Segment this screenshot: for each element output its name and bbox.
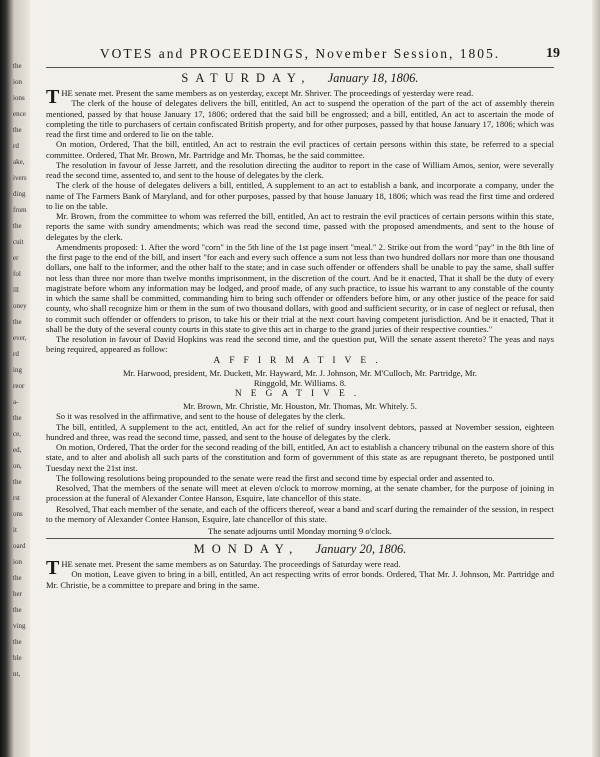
gutter-fragment: nt, — [13, 670, 21, 678]
gutter-fragment: ivers — [13, 174, 27, 182]
paragraph: Amendments proposed: 1. After the word "corn" in the 5th line of the 1st page insert "meal." 2. Strike out from the word "pay" in the 8th line of the first page to the end of the bill, and insert "for each and every such offence a sum not less than two hundred dollars nor more than one thousand dollars, one half to the informer, and the other half to the state; and in case such offender or offenders shall be unable to pay the same, shall suffer not less than three nor more than twelve months imprisonment, in the discretion of the court. And be it enacted, That it shall be the duty of every magistrate before whom any information may be lodged, and proof made, of any such practice, to issue his warrant to any constable of the county in which the same shall be committed, commanding him to bring such offender or offenders before him, or any other justice of the peace for said county, who shall recognize him or them in the sum of two thousand dollars, with good and sufficient security, or in case of neglect or refusal, then to commit such offender or offenders to prison, to take his or their trial at the next court having competent jurisdiction. And be it enacted, That it shall be the duty of the several county courts in this state to give this act in charge to the grand juries of their respective counties." — [46, 241, 554, 334]
gutter-fragment: ence — [13, 110, 26, 118]
head-rule — [46, 67, 554, 68]
gutter-fragment: rst — [13, 494, 20, 502]
paragraph: The clerk of the house of delegates delivers a bill, entitled, A supplement to an act to establish a bank, and incorporate a company, under the name of The Farmers Bank of Maryland, and for other purposes, passed by that house January 18, 1806; which was read the first time and ordered to lie on the table. — [46, 180, 554, 211]
affirmative-names-line: Mr. Harwood, president, Mr. Duckett, Mr. Hayward, Mr. J. Johnson, Mr. M'Culloch, Mr. Partridge, Mr. — [122, 367, 478, 378]
gutter-fragment: the — [13, 222, 22, 230]
gutter-fragment: on, — [13, 462, 22, 470]
paragraph: THE senate met. Present the same members as on Saturday. The proceedings of Saturday were read. — [46, 557, 401, 579]
gutter-fragment: ill — [13, 286, 19, 294]
saturday-proceedings — [46, 88, 554, 537]
affirmative-names — [46, 368, 554, 389]
saturday-heading — [46, 70, 554, 86]
saturday-day: SATURDAY, — [181, 71, 312, 85]
drop-cap: T — [46, 557, 60, 579]
gutter-fragment: a- — [13, 398, 19, 406]
monday-day: MONDAY, — [193, 542, 300, 556]
affirmative-names-line: Ringgold, Mr. Williams. 8. — [253, 377, 347, 388]
gutter-fragment: ions — [13, 94, 25, 102]
gutter-fragment: ble — [13, 654, 22, 662]
gutter-fragment: the — [13, 126, 22, 134]
gutter-fragment: rd — [13, 142, 19, 150]
saturday-date: January 18, 1806. — [327, 71, 419, 85]
paragraph: The resolution in favour of Jesse Jarrett, and the resolution directing the auditor to report in the case of William Amos, senior, were severally read the second time, assented to, and sent to the house of delegates by the clerk. — [46, 159, 554, 180]
gutter-fragment: her — [13, 590, 22, 598]
gutter-fragment: ding — [13, 190, 26, 198]
facing-page-gutter — [0, 0, 30, 757]
paragraph: The resolution in favour of David Hopkins was read the second time, and the question put, Will the senate assent thereto? The yeas and nays being required, appeared as follow: — [46, 334, 554, 355]
gutter-fragment: the — [13, 62, 22, 70]
paragraph: On motion, Ordered, That the order for the second reading of the bill, entitled, An act to establish a chancery tribunal on the eastern shore of this state, and to alter and abolish all such parts of the constitution and form of government of this state as are repugnant thereto, be postponed until Tuesday next the 21st inst. — [46, 442, 554, 473]
gutter-fragment: ce, — [13, 430, 21, 438]
section-rule — [46, 538, 554, 539]
gutter-fragment: rd — [13, 350, 19, 358]
paragraph: On motion, Leave given to bring in a bill, entitled, An act respecting writs of error bonds. Ordered, That Mr. J. Johnson, Mr. Partridge and Mr. Christie, be a committee to prepare and bring in the same. — [46, 569, 554, 590]
gutter-fragment: cuit — [13, 238, 24, 246]
gutter-fragment: ion — [13, 558, 22, 566]
gutter-fragment: ion — [13, 78, 22, 86]
gutter-fragment: the — [13, 638, 22, 646]
gutter-fragment: ons — [13, 510, 23, 518]
gutter-fragment: the — [13, 318, 22, 326]
page-edge-shadow — [592, 0, 600, 757]
gutter-fragment: ing — [13, 366, 22, 374]
gutter-fragment: oney — [13, 302, 27, 310]
adjournment-notice: The senate adjourns until Monday morning 9 o'clock. — [208, 526, 392, 536]
gutter-fragment: reor — [13, 382, 25, 390]
paragraph: The clerk of the house of delegates delivers the bill, entitled, An act to suspend the operation of the part of the act of assembly therein mentioned, passed by that house January 17, 1806; ordered that the said bill be engrossed; and a bill, entitled, An act to ascertain the mode of completing the title to purchasers of certain confiscated British property, and for other purposes, passed by that house January 17, 1806; which was read the first time and ordered to lie on the table. — [46, 98, 554, 139]
paragraph: Mr. Brown, from the committee to whom was referred the bill, entitled, An act to restrain the evil practices of certain persons within this state, reports the same with sundry amendments; which was read the second time, passed with the proposed amendments, and sent to the house of delegates by the clerk. — [46, 211, 554, 242]
gutter-fragment: the — [13, 606, 22, 614]
gutter-fragment: ake, — [13, 158, 25, 166]
gutter-fragment: oard — [13, 542, 26, 550]
gutter-fragment: ever, — [13, 334, 27, 342]
gutter-fragment: it — [13, 526, 17, 534]
gutter-fragment: the — [13, 478, 22, 486]
gutter-fragment: ving — [13, 622, 26, 630]
running-head-title: VOTES and PROCEEDINGS, November Session, 1805. — [99, 46, 501, 61]
paragraph: The bill, entitled, A supplement to the act, entitled, An act for the relief of sundry insolvent debtors, passed at November session, eighteen hundred and three, was read the second time, passed, and sent to the house of delegates by the clerk. — [46, 421, 554, 442]
page-number: 19 — [546, 46, 560, 61]
paragraph: On motion, Ordered, That the bill, entitled, An act to restrain the evil practices of certain persons within this state, be referred to a special committee. Ordered, That Mr. Brown, Mr. Partridge and Mr. Thomas, be the said committee. — [46, 139, 554, 160]
monday-heading — [46, 541, 554, 557]
monday-date: January 20, 1806. — [315, 542, 407, 556]
gutter-fragment: er — [13, 254, 19, 262]
paragraph: Resolved, That each member of the senate, and each of the officers thereof, wear a band and scarf during the remainder of the session, in respect to the memory of Alexander Contee Hanson, Esquire, late chancellor of this state. — [46, 503, 554, 524]
negative-names: Mr. Brown, Mr. Christie, Mr. Houston, Mr. Thomas, Mr. Whitely. 5. — [183, 401, 417, 411]
negative-heading: NEGATIVE. — [234, 389, 366, 399]
gutter-fragment: the — [13, 414, 22, 422]
page-content — [46, 46, 560, 590]
paragraph: The following resolutions being propounded to the senate were read the first and second time by especial order and assented to. — [56, 472, 495, 483]
gutter-fragment: ed, — [13, 446, 22, 454]
running-head — [46, 46, 560, 66]
paragraph: THE senate met. Present the same members as on yesterday, except Mr. Shriver. The proceedings of yesterday were read. — [46, 86, 474, 108]
gutter-fragment: fol — [13, 270, 21, 278]
drop-cap: T — [46, 86, 60, 108]
gutter-fragment: the — [13, 574, 22, 582]
paragraph: Resolved, That the members of the senate will meet at eleven o'clock to morrow morning, at the senate chamber, for the purpose of joining in procession at the funeral of Alexander Contee Hanson, Esquire, late chancellor of this state. — [46, 483, 554, 504]
monday-proceedings — [46, 559, 554, 590]
affirmative-heading: AFFIRMATIVE. — [213, 355, 387, 366]
gutter-fragment: from — [13, 206, 27, 214]
paragraph: So it was resolved in the affirmative, and sent to the house of delegates by the clerk. — [56, 411, 346, 422]
